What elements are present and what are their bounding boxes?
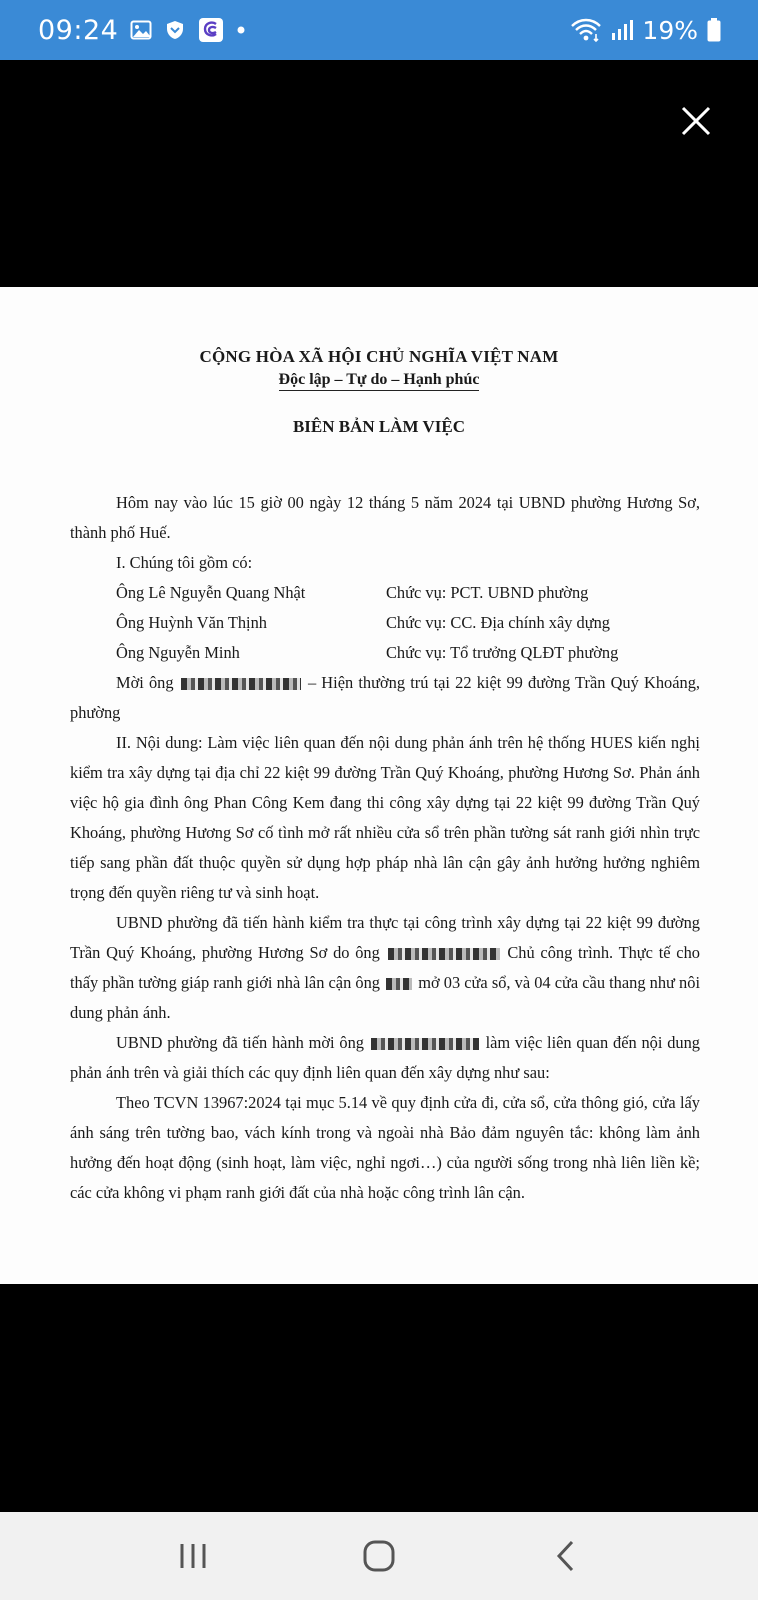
- inspection-text-c: mở 03 cửa sổ, và 04 cửa cầu thang như nôi dung phản ánh.: [70, 973, 700, 1022]
- redacted-name: [181, 678, 301, 690]
- member-name: Ông Nguyễn Minh: [116, 643, 240, 662]
- member-row: [70, 608, 700, 638]
- back-button[interactable]: [533, 1528, 597, 1584]
- invite-suffix: – Hiện thường trú tại 22 kiệt 99 đường Trần Quý Khoáng, phường: [70, 673, 700, 722]
- redacted-name: [388, 948, 500, 960]
- app-badge-icon: [198, 17, 224, 43]
- close-icon: [681, 106, 711, 136]
- invite-prefix: Mời ông: [116, 673, 174, 692]
- inspection-text-a: UBND phường đã tiến hành kiểm tra thực tại công trình xây dựng tại 22 kiệt 99 đường Trần Quý Khoáng, phường Hương Sơ do ông: [70, 913, 700, 962]
- intro-paragraph: Hôm nay vào lúc 15 giờ 00 ngày 12 tháng 5 năm 2024 tại UBND phường Hương Sơ, thành phố Huế.: [70, 493, 700, 542]
- invite-paragraph: [70, 668, 700, 728]
- member-name: Ông Lê Nguyễn Quang Nhật: [116, 583, 306, 602]
- recent-apps-button[interactable]: [161, 1528, 225, 1584]
- navigation-bar: [0, 1512, 758, 1600]
- invitation-text-a: UBND phường đã tiến hành mời ông: [116, 1033, 364, 1052]
- recent-apps-icon: [178, 1542, 208, 1570]
- member-role: Chức vụ: PCT. UBND phường: [386, 583, 589, 602]
- member-name: Ông Huỳnh Văn Thịnh: [116, 613, 268, 632]
- document-body: [70, 488, 700, 1208]
- national-motto: Độc lập – Tự do – Hạnh phúc: [279, 371, 480, 391]
- document-title: BIÊN BẢN LÀM VIỆC: [292, 417, 466, 436]
- inspection-text-b: Chủ công trình. Thực tế cho thấy phần tường giáp ranh giới nhà lân cận ông: [70, 943, 700, 992]
- back-icon: [554, 1540, 576, 1572]
- national-title: CỘNG HÒA XÃ HỘI CHỦ NGHĨA VIỆT NAM: [199, 347, 559, 366]
- clock: 09:24: [38, 14, 119, 46]
- close-button[interactable]: [672, 97, 720, 145]
- shield-icon: [164, 19, 186, 41]
- home-button[interactable]: [347, 1528, 411, 1584]
- member-row: [70, 578, 700, 608]
- redacted-name: [386, 978, 412, 990]
- section2-paragraph: II. Nội dung: Làm việc liên quan đến nội dung phản ánh trên hệ thống HUES kiến nghị kiểm tra xây dựng tại địa chỉ 22 kiệt 99 đường Trần Quý Khoáng, phường Hương Sơ. Phản ánh việc hộ gia đình ông Phan Công Kem đang thi công xây dựng tại 22 kiệt 99 đường Trần Quý Khoáng, phường Hương Sơ cố tình mở rất nhiều cửa sổ trên phần tường sát ranh giới nhìn trực tiếp sang phần đất thuộc quyền sử dụng hợp pháp nhà lân cận gây ảnh hưởng hưởng nghiêm trọng đến quyền riêng tư và sinh hoạt.: [70, 733, 700, 902]
- battery-icon: [706, 17, 722, 43]
- wifi-icon: [570, 17, 602, 43]
- battery-level: 19%: [642, 15, 698, 45]
- document-image[interactable]: [0, 287, 758, 1284]
- member-role: Chức vụ: Tổ trưởng QLĐT phường: [386, 643, 619, 662]
- viewer-top-area: [0, 60, 758, 287]
- regulation-paragraph: Theo TCVN 13967:2024 tại mục 5.14 về quy định cửa đi, cửa sổ, cửa thông gió, cửa lấy ánh sáng trên tường bao, vách kính trong và ngoài nhà Bảo đảm nguyên tắc: không làm ảnh hưởng đến hoạt động (sinh hoạt, làm việc, nghỉ ngơi…) của người sống trong nhà liên liền kề; các cửa không vi phạm ranh giới đất của nhà hoặc công trình lân cận.: [70, 1093, 700, 1202]
- invitation-text-b: làm việc liên quan đến nội dung phản ánh trên và giải thích các quy định liên quan đến xây dựng như sau:: [70, 1033, 700, 1082]
- dot-icon: [236, 25, 246, 35]
- viewer-bottom-area: [0, 1284, 758, 1512]
- home-icon: [362, 1539, 396, 1573]
- gallery-icon: [130, 19, 152, 41]
- section1-heading: I. Chúng tôi gồm có:: [116, 553, 253, 572]
- signal-icon: [610, 18, 634, 42]
- status-bar: [0, 0, 758, 60]
- document-header: [0, 347, 758, 391]
- inspection-paragraph: [70, 908, 700, 1028]
- redacted-name: [371, 1038, 479, 1050]
- member-role: Chức vụ: CC. Địa chính xây dựng: [386, 613, 610, 632]
- member-row: [70, 638, 700, 668]
- invitation-paragraph: [70, 1028, 700, 1088]
